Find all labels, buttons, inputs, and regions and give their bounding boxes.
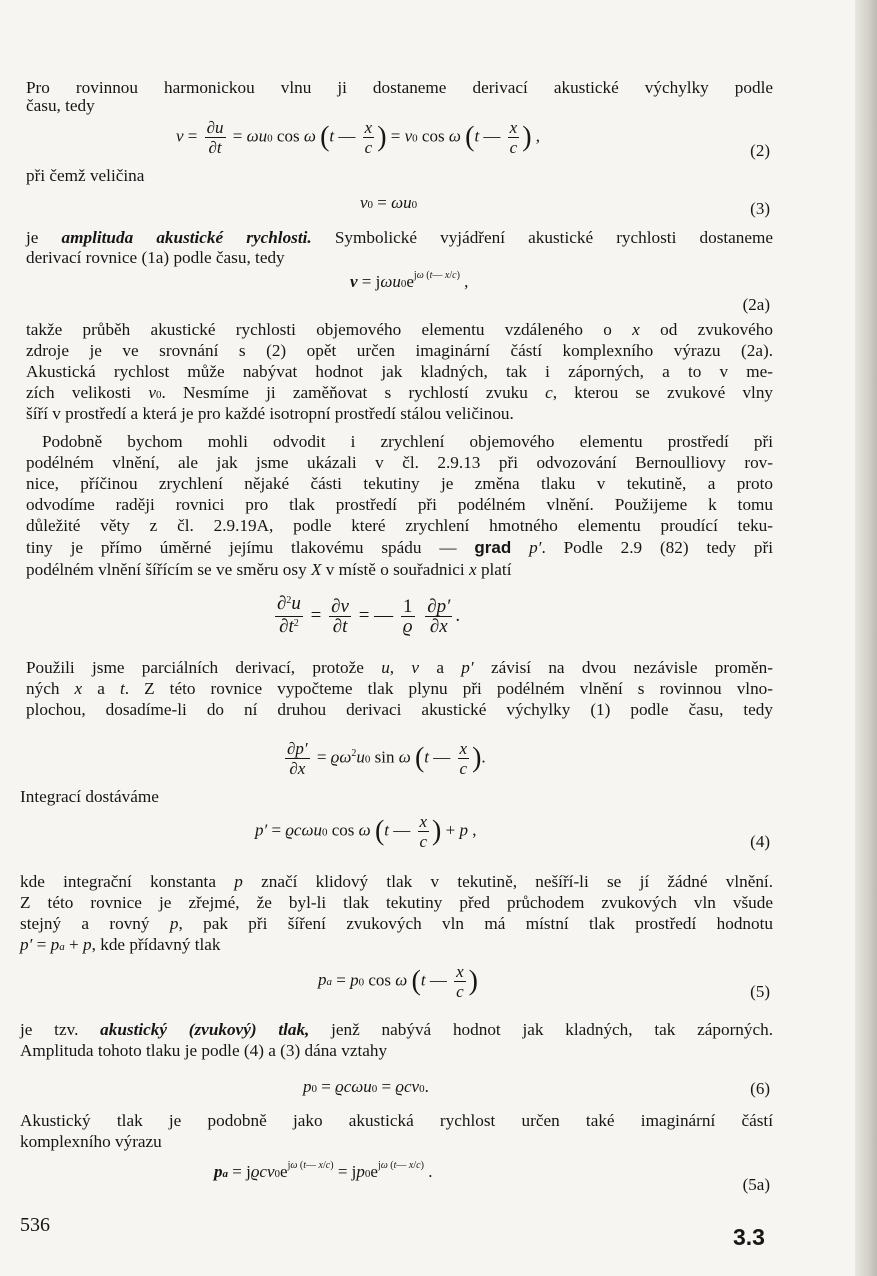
equation-5a: pa = $jϱcv0e^{j\omega (t— x/c)} = jp0e^{j\omega (t— x/c)}$ . bbox=[214, 1160, 433, 1181]
text-line: Podobně bychom mohli odvodit i zrychlení objemového elementu prostředí při bbox=[42, 432, 773, 451]
equation-number: (5) bbox=[750, 982, 770, 1001]
text-line: stejný a rovný p, pak při šíření zvukových vln má místní tlak prostředí hodnotu bbox=[20, 914, 773, 933]
text-line: p′ = pa + p, kde přídavný tlak bbox=[20, 935, 221, 954]
text-line: času, tedy bbox=[26, 96, 95, 115]
text-line: Integrací dostáváme bbox=[20, 787, 159, 806]
text-line: Akustická rychlost může nabývat hodnot jak kladných, tak i záporných, a to v me- bbox=[26, 362, 773, 381]
text-line: je amplituda akustické rychlosti. Symbolické vyjádření akustické rychlosti dostaneme bbox=[26, 228, 774, 247]
page-edge-shadow bbox=[855, 0, 877, 1276]
text-line: šíří v prostředí a která je pro každé isotropní prostředí stálou veličinou. bbox=[26, 404, 514, 423]
text-line: Amplituda tohoto tlaku je podle (4) a (3) dána vztahy bbox=[20, 1041, 388, 1060]
equation-number: (5a) bbox=[742, 1175, 770, 1194]
text-line: podélném vlnění šířícím se ve směru osy X v místě o souřadnici x platí bbox=[26, 560, 512, 579]
equation-6: p0 = ϱcωu0 = ϱcv0. bbox=[303, 1077, 429, 1096]
text-line: zdroje je ve srovnání s (2) opět určen imaginární částí komplexního výrazu (2a). bbox=[26, 341, 773, 360]
equation-number: (2a) bbox=[742, 295, 770, 314]
equation-pressure-gradient: $\frac{\partial p'}{\partial x}$ = $ϱ\omega^2u0$ sin ω (t — $\frac{x}{c}$ ). bbox=[287, 739, 486, 778]
text-line: plochou, dosadíme-li do ní druhou derivaci akustické výchylky (1) podle času, tedy bbox=[26, 700, 773, 719]
equation-5: pa = p0 cos ω (t — $\frac{x}{c}$ ) bbox=[318, 962, 478, 1001]
text-line: podélném vlnění, ale jak jsme ukázali v čl. 2.9.13 při odvozování Bernoulliovy rov- bbox=[26, 453, 773, 472]
text-line: při čemž veličina bbox=[26, 166, 145, 185]
equation-number: (2) bbox=[750, 141, 770, 160]
equation-number: (3) bbox=[750, 199, 770, 218]
text-line: tiny je přímo úměrné jejímu tlakovému spádu — grad p′. Podle 2.9 (82) tedy při bbox=[26, 538, 773, 557]
equation-2: v = $\frac{\partial u}{\partial t}$ = ωu0 cos ω (t — $\frac{x}{c}$ ) = v0 cos ω (t — $\frac{x}{c}$ ) , bbox=[176, 118, 541, 157]
page-number: 536 bbox=[20, 1214, 50, 1236]
equation-4: p′ = ϱcωu0 cos ω (t — $\frac{x}{c}$ ) + p , bbox=[255, 812, 477, 851]
text-line: ných x a t. Z této rovnice vypočteme tlak plynu při podélném vlnění s rovinnou vlno- bbox=[26, 679, 773, 698]
text-line: kde integrační konstanta p značí klidový tlak v tekutině, nešíří-li se jí žádné vlnění. bbox=[20, 872, 774, 891]
text-line: zích velikosti v0. Nesmíme ji zaměňovat s rychlostí zvuku c, kterou se zvukové vlny bbox=[26, 383, 774, 402]
text-line: důležité věty z čl. 2.9.19A, podle které zrychlení hmotného elementu proudící teku- bbox=[26, 516, 773, 535]
text-line: komplexního výrazu bbox=[20, 1132, 162, 1151]
text-line: takže průběh akustické rychlosti objemového elementu vzdáleného o x od zvukového bbox=[26, 320, 773, 339]
equation-number: (4) bbox=[750, 832, 770, 851]
equation-number: (6) bbox=[750, 1079, 770, 1098]
equation-2a: $v = j\omega u0e^{j\omega (t— x/c)}$ , bbox=[350, 270, 469, 291]
equation-wave-pressure: $\frac{\partial^2u}{\partial t^2}$ = $\frac{\partial v}{\partial t}$ = — $\frac{1}{ϱ}$ $\frac{\partial p'}{\partial x}$ . bbox=[277, 593, 461, 637]
text-line: nice, příčinou zrychlení nějaké části tekutiny je změna tlaku v tekutině, a proto bbox=[26, 474, 773, 493]
text-line: derivací rovnice (1a) podle času, tedy bbox=[26, 248, 285, 267]
equation-3: v0 = ωu0 bbox=[360, 193, 418, 212]
text-line: odvodíme raději rovnici pro tlak prostředí při podélném vlnění. Použijeme k tomu bbox=[26, 495, 773, 514]
text-line: Použili jsme parciálních derivací, protože u, v a p′ závisí na dvou nezávisle proměn- bbox=[26, 658, 773, 677]
section-number: 3.3 bbox=[733, 1224, 765, 1250]
text-line: Akustický tlak je podobně jako akustická rychlost určen také imaginární částí bbox=[20, 1111, 773, 1130]
text-line: Z této rovnice je zřejmé, že byl-li tlak tekutiny před průchodem zvukových vln všude bbox=[20, 893, 773, 912]
text-line: Pro rovinnou harmonickou vlnu ji dostaneme derivací akustické výchylky podle bbox=[26, 78, 773, 97]
text-line: je tzv. akustický (zvukový) tlak, jenž nabývá hodnot jak kladných, tak záporných. bbox=[20, 1020, 773, 1039]
